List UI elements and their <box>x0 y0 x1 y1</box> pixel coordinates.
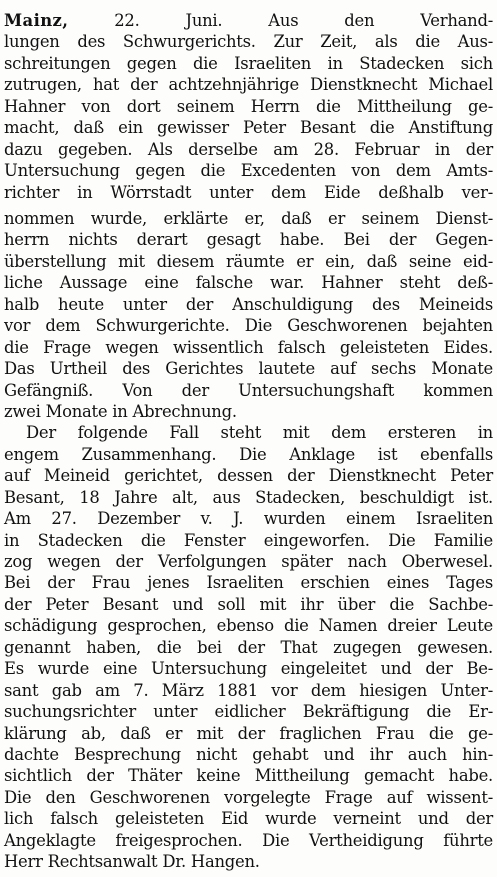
article-line: überstellung mit diesem räumte er ein, daß seine eid- <box>4 251 493 271</box>
article-line: Der folgende Fall steht mit dem ersteren in <box>26 423 493 443</box>
article-line: Untersuchung gegen die Excedenten von dem Amts- <box>4 161 493 181</box>
article-line: Gefängniß. Von der Untersuchungshaft kommen <box>4 380 493 400</box>
article-line: lungen des Schwurgerichts. Zur Zeit, als die Aus- <box>4 32 493 52</box>
article-line: liche Aussage eine falsche war. Hahner steht deß- <box>4 273 493 293</box>
article-line: zutrugen, hat der achtzehnjährige Dienstknecht Michael <box>4 75 493 95</box>
article-line: Das Urtheil des Gerichtes lautete auf sechs Monate <box>4 359 493 379</box>
article-line: Es wurde eine Untersuchung eingeleitet und der Be- <box>4 659 493 679</box>
article-line: Hahner von dort seinem Herrn die Mittheilung ge- <box>4 96 493 116</box>
article-line: lich falsch geleisteten Eid wurde verneint und der <box>4 809 493 829</box>
article-line: auf Meineid gerichtet, dessen der Dienstknecht Peter <box>4 466 493 486</box>
article-line: klärung ab, daß er mit der fraglichen Frau die ge- <box>4 723 493 743</box>
article-block-top <box>4 10 493 203</box>
article-line: engem Zusammenhang. Die Anklage ist ebenfalls <box>4 444 493 464</box>
article-line: Bei der Frau jenes Israeliten erschien eines Tages <box>4 573 493 593</box>
article-line: nommen wurde, erklärte er, daß er seinem Dienst- <box>4 209 493 228</box>
article-line: suchungsrichter unter eidlicher Bekräftigung die Er- <box>4 702 493 722</box>
article-line: schädigung gesprochen, ebenso die Namen dreier Leute <box>4 616 493 636</box>
article-line: Besant, 18 Jahre alt, aus Stadecken, beschuldigt ist. <box>4 487 493 507</box>
article-line: richter in Wörrstadt unter dem Eide deßhalb ver- <box>4 182 493 202</box>
dateline: Mainz, <box>4 11 69 30</box>
article-line: in Stadecken die Fenster eingeworfen. Die Familie <box>4 530 493 550</box>
article-block-bottom <box>4 208 493 873</box>
article-line: dazu gegeben. Als derselbe am 28. Februar in der <box>4 139 493 159</box>
article-line: herrn nichts derart gesagt habe. Bei der Gegen- <box>4 230 493 250</box>
article-line: die Frage wegen wissentlich falsch geleisteten Eides. <box>4 337 493 357</box>
article-line: sichtlich der Thäter keine Mittheilung gemacht habe. <box>4 766 493 786</box>
article-line: Herr Rechtsanwalt Dr. Hangen. <box>4 852 260 872</box>
article-line: zwei Monate in Abrechnung. <box>4 401 237 421</box>
article-line: zog wegen der Verfolgungen später nach Oberwesel. <box>4 552 493 571</box>
article-line: dachte Besprechung nicht gehabt und ihr auch hin- <box>4 744 493 764</box>
article-line: sant gab am 7. März 1881 vor dem hiesigen Unter- <box>4 680 493 700</box>
article-line: genannt haben, die bei der That zugegen gewesen. <box>4 637 493 657</box>
article-line: vor dem Schwurgerichte. Die Geschworenen bejahten <box>4 316 493 336</box>
article-line: Angeklagte freigesprochen. Die Vertheidigung führte <box>4 830 493 850</box>
article-line: Am 27. Dezember v. J. wurden einem Israeliten <box>4 509 493 529</box>
article-line: Die den Geschworenen vorgelegte Frage auf wissent- <box>4 787 493 807</box>
article-line-text: 22. Juni. Aus den Verhand- <box>68 11 493 30</box>
article-line: der Peter Besant und soll mit ihr über die Sachbe- <box>4 594 493 614</box>
article-line: schreitungen gegen die Israeliten in Stadecken sich <box>4 53 493 73</box>
article-line <box>4 10 493 31</box>
article-line: halb heute unter der Anschuldigung des Meineids <box>4 294 493 314</box>
article-line: macht, daß ein gewisser Peter Besant die Anstiftung <box>4 118 493 138</box>
